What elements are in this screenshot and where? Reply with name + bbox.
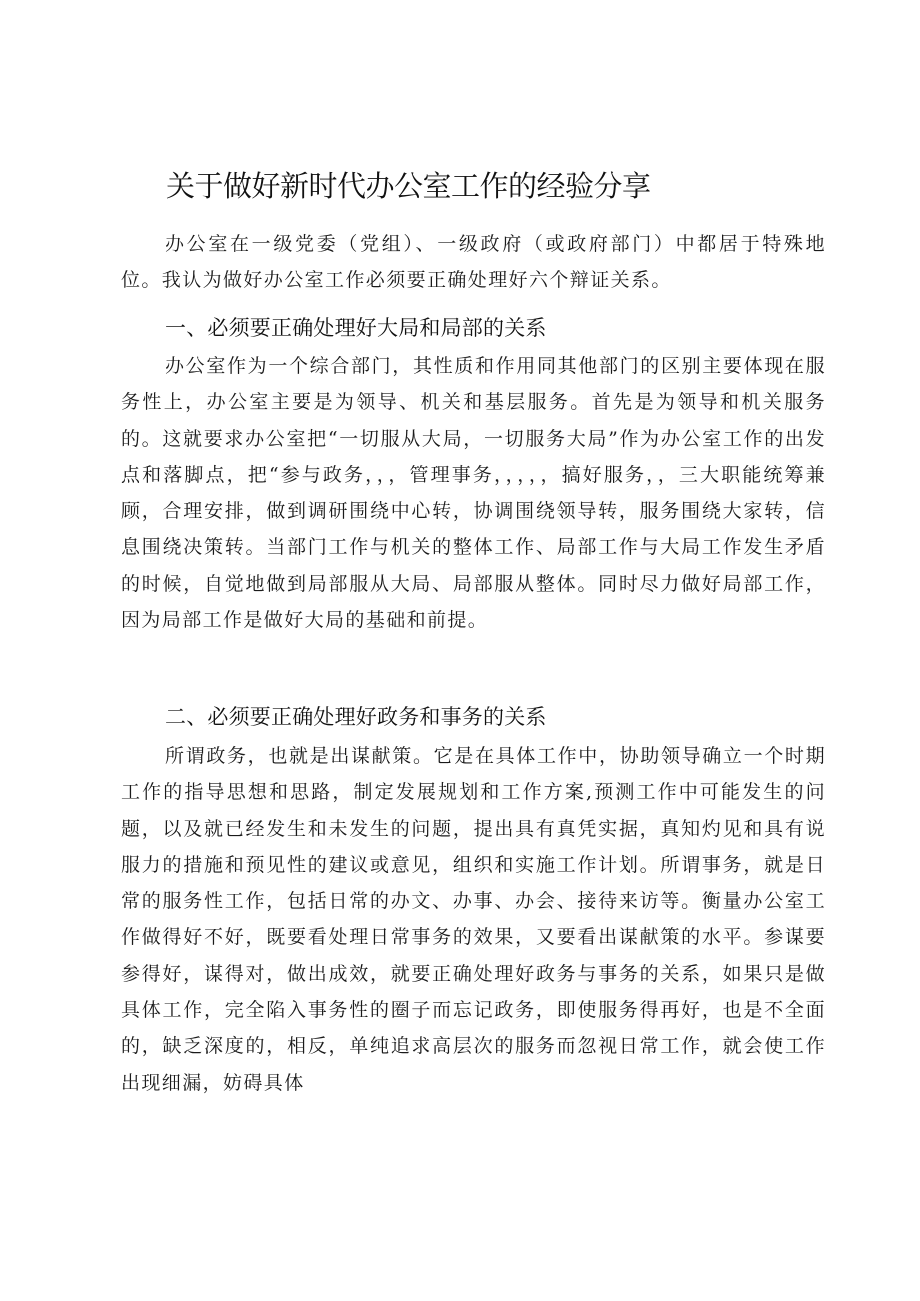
- document-title: 关于做好新时代办公室工作的经验分享: [166, 169, 651, 203]
- section-body-1: 办公室作为一个综合部门，其性质和作用同其他部门的区别主要体现在服务性上，办公室主要是为领导、机关和基层服务。首先是为领导和机关服务的。这就要求办公室把“一切服从大局，一切服务大局”作为办公室工作的出发点和落脚点，把“参与政务，，，管理事务，，，，，搞好服务，，三大职能统筹兼顾，合理安排，做到调研围绕中心转，协调围绕领导转，服务围绕大家转，信息围绕决策转。当部门工作与机关的整体工作、局部工作与大局工作发生矛盾的时候，自觉地做到局部服从大局、局部服从整体。同时尽力做好局部工作，因为局部工作是做好大局的基础和前提。: [121, 355, 826, 632]
- intro-paragraph: 办公室在一级党委（党组）、一级政府（或政府部门）中都居于特殊地位。我认为做好办公室工作必须要正确处理好六个辩证关系。: [121, 233, 826, 292]
- section-body-2: 所谓政务，也就是出谋献策。它是在具体工作中，协助领导确立一个时期工作的指导思想和思路，制定发展规划和工作方案,预测工作中可能发生的问题，以及就已经发生和未发生的问题，提出具有真凭实据，真知灼见和具有说服力的措施和预见性的建议或意见，组织和实施工作计划。所谓事务，就是日常的服务性工作，包括日常的办文、办事、办会、接待来访等。衡量办公室工作做得好不好，既要看处理日常事务的效果，又要看出谋献策的水平。参谋要参得好，谋得对，做出成效，就要正确处理好政务与事务的关系，如果只是做具体工作，完全陷入事务性的圈子而忘记政务，即使服务得再好，也是不全面的，缺乏深度的，相反，单纯追求高层次的服务而忽视日常工作，就会使工作出现细漏，妨碍具体: [121, 745, 826, 1094]
- section-heading-2: 二、必须要正确处理好政务和事务的关系: [165, 705, 547, 729]
- section-heading-1: 一、必须要正确处理好大局和局部的关系: [165, 316, 547, 340]
